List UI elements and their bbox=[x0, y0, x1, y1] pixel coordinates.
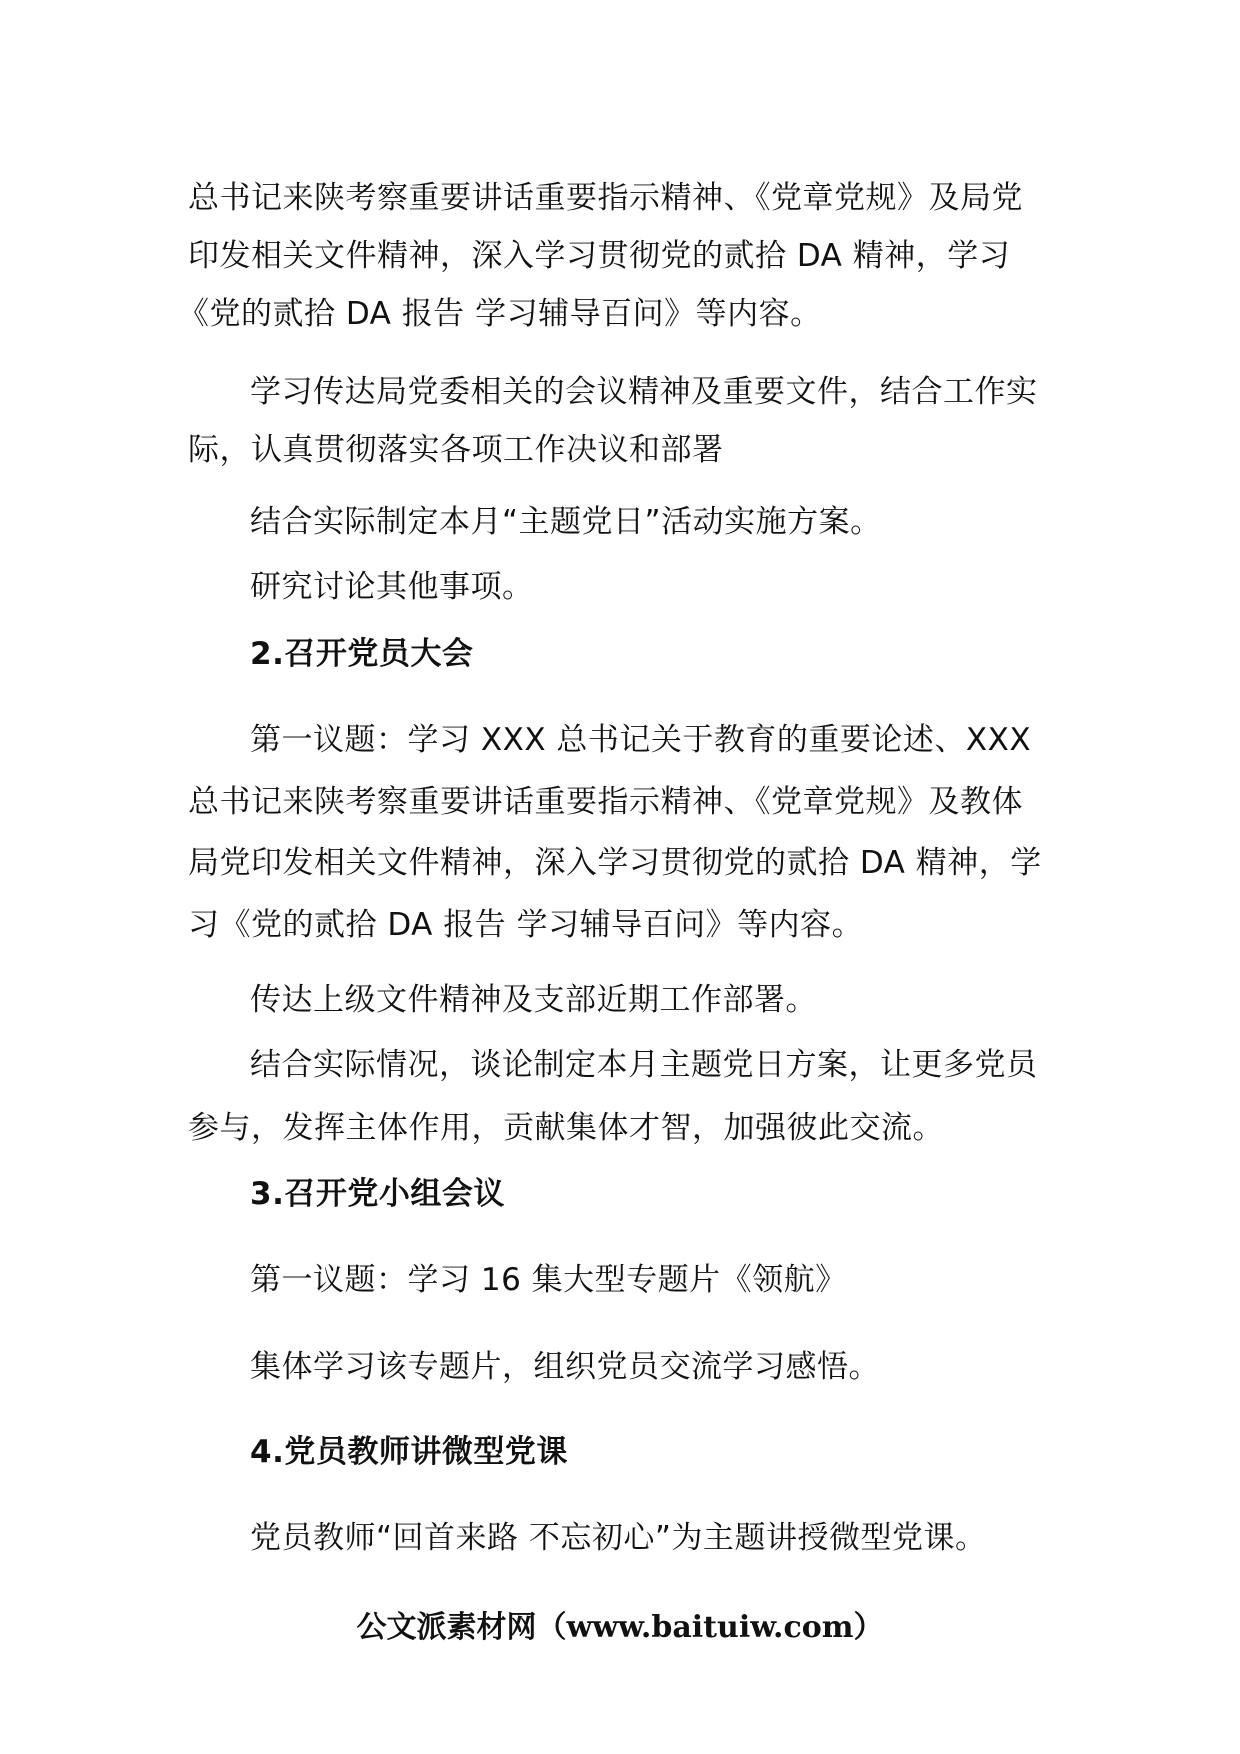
body-line: 局党印发相关文件精神，深入学习贯彻党的贰拾 DA 精神，学 bbox=[188, 845, 1042, 881]
paragraph-line: 结合实际制定本月“主题党日”活动实施方案。 bbox=[250, 504, 882, 540]
body-line: 参与，发挥主体作用，贡献集体才智，加强彼此交流。 bbox=[188, 1110, 944, 1146]
paragraph-line: 结合实际情况，谈论制定本月主题党日方案，让更多党员 bbox=[250, 1047, 1038, 1083]
section-heading: 3.召开党小组会议 bbox=[250, 1176, 505, 1212]
paragraph-line: 学习传达局党委相关的会议精神及重要文件，结合工作实 bbox=[250, 374, 1038, 410]
paragraph-line: 集体学习该专题片，组织党员交流学习感悟。 bbox=[250, 1349, 880, 1385]
body-line: 总书记来陕考察重要讲话重要指示精神、《党章党规》及局党 bbox=[188, 180, 1023, 216]
footer-watermark: 公文派素材网（www.baituiw.com） bbox=[356, 1610, 884, 1645]
section-heading: 2.召开党员大会 bbox=[250, 636, 474, 672]
body-line: 习《党的贰拾 DA 报告 学习辅导百问》等内容。 bbox=[188, 907, 864, 943]
paragraph-line: 传达上级文件精神及支部近期工作部署。 bbox=[250, 982, 817, 1018]
paragraph-line: 研究讨论其他事项。 bbox=[250, 569, 534, 605]
body-line: 《党的贰拾 DA 报告 学习辅导百问》等内容。 bbox=[178, 296, 822, 332]
body-line: 际，认真贯彻落实各项工作决议和部署 bbox=[188, 432, 724, 468]
paragraph-line: 第一议题：学习 XXX 总书记关于教育的重要论述、XXX bbox=[250, 722, 1032, 758]
paragraph-line: 第一议题：学习 16 集大型专题片《领航》 bbox=[250, 1262, 847, 1298]
paragraph-line: 党员教师“回首来路 不忘初心”为主题讲授微型党课。 bbox=[250, 1520, 987, 1556]
body-line: 印发相关文件精神，深入学习贯彻党的贰拾 DA 精神，学习 bbox=[188, 238, 1011, 274]
body-line: 总书记来陕考察重要讲话重要指示精神、《党章党规》及教体 bbox=[188, 784, 1023, 820]
section-heading: 4.党员教师讲微型党课 bbox=[250, 1434, 568, 1470]
